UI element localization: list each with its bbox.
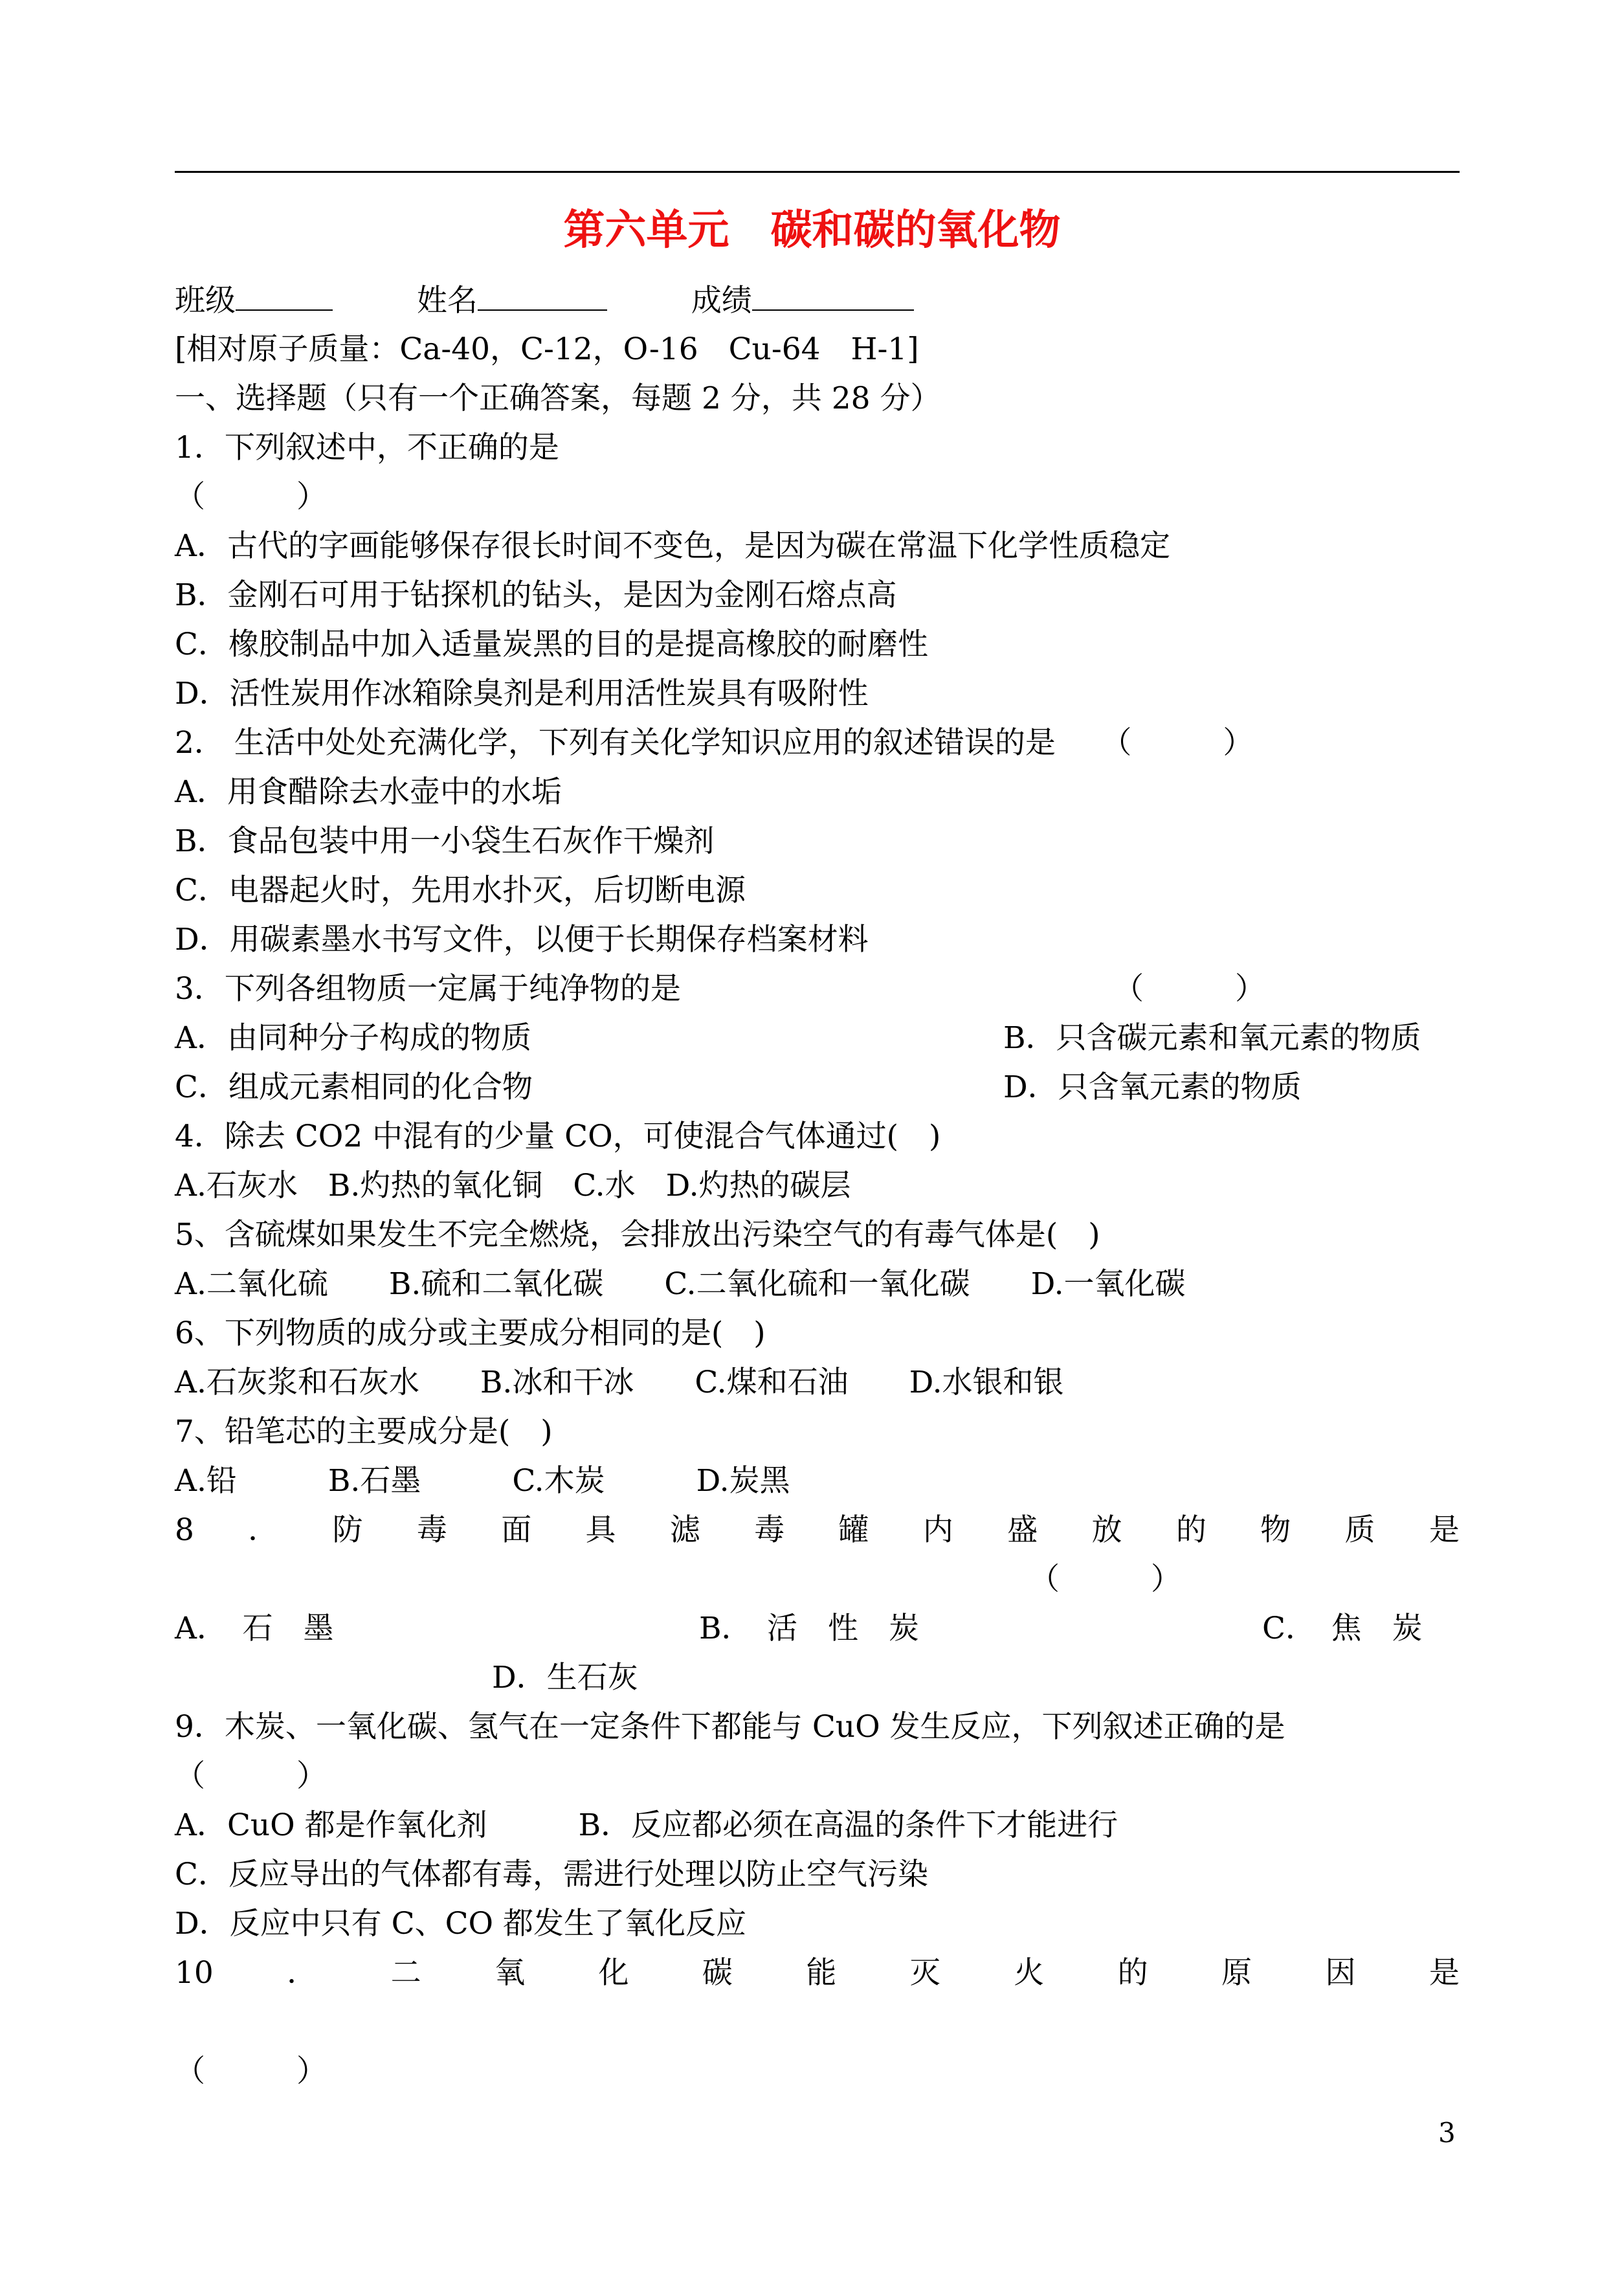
section-title: 一、选择题（只有一个正确答案，每题 2 分，共 28 分） (175, 381, 941, 416)
q3-option-c: C．组成元素相同的化合物 (175, 1069, 533, 1105)
q6-options: A.石灰浆和石灰水 B.冰和干冰 C.煤和石油 D.水银和银 (175, 1365, 1064, 1400)
q8-stem-char: 是 (1429, 1512, 1460, 1548)
q8-stem-char: 物 (1260, 1512, 1291, 1548)
score-label: 成绩 (691, 283, 752, 319)
q8-stem-char: ． (248, 1512, 279, 1548)
class-blank[interactable] (236, 280, 333, 311)
top-rule (175, 171, 1460, 173)
q10-answer-paren: （ ） (175, 2053, 327, 2089)
q10-stem-char: 能 (806, 1955, 837, 1991)
score-blank[interactable] (752, 280, 914, 311)
page-number: 3 (1438, 2117, 1456, 2149)
q3-option-b: B．只含碳元素和氧元素的物质 (1003, 1020, 1421, 1056)
atomic-masses: [相对原子质量：Ca-40，C-12，O-16 Cu-64 H-1] (175, 331, 919, 367)
q2-option-a: A．用食醋除去水壶中的水垢 (175, 774, 562, 810)
q8-stem-char: 面 (501, 1512, 532, 1548)
q2-option-b: B．食品包装中用一小袋生石灰作干燥剂 (175, 823, 715, 859)
q3-option-a: A．由同种分子构成的物质 (175, 1020, 531, 1056)
q10-stem-char: 10 (175, 1955, 214, 1991)
name-blank[interactable] (478, 280, 607, 311)
q4-options: A.石灰水 B.灼热的氧化铜 C.水 D.灼热的碳层 (175, 1168, 851, 1203)
q10-stem-char: 原 (1221, 1955, 1252, 1991)
q9-options-ab: A．CuO 都是作氧化剂 B．反应都必须在高温的条件下才能进行 (175, 1807, 1118, 1843)
q1-answer-paren: （ ） (175, 479, 327, 515)
q8-stem-char: 盛 (1007, 1512, 1038, 1548)
q1-option-b: B．金刚石可用于钻探机的钻头，是因为金刚石熔点高 (175, 577, 897, 613)
q8-option-b: B． 活 性 炭 (699, 1611, 920, 1646)
q8-stem-char: 具 (585, 1512, 616, 1548)
q8-stem-char: 8 (175, 1512, 194, 1548)
q10-stem-char: 碳 (702, 1955, 733, 1991)
q8-option-a: A． 石 墨 (175, 1611, 334, 1646)
q3-stem: 3．下列各组物质一定属于纯净物的是 (175, 971, 681, 1007)
q9-answer-paren: （ ） (175, 1758, 327, 1794)
q3-answer-paren: （ ） (1113, 971, 1265, 1007)
q8-stem-char: 放 (1091, 1512, 1122, 1548)
q8-stem (175, 1511, 1460, 1550)
q10-stem-char: 二 (390, 1955, 421, 1991)
q10-stem-char: ． (287, 1955, 318, 1991)
q8-stem-char: 毒 (416, 1512, 447, 1548)
q10-stem-char: 灭 (909, 1955, 940, 1991)
q5-stem: 5、含硫煤如果发生不完全燃烧，会排放出污染空气的有毒气体是( ) (175, 1217, 1100, 1253)
q10-stem-char: 化 (598, 1955, 629, 1991)
q8-stem-char: 毒 (754, 1512, 785, 1548)
q5-options: A.二氧化硫 B.硫和二氧化碳 C.二氧化硫和一氧化碳 D.一氧化碳 (175, 1266, 1186, 1302)
q1-option-c: C．橡胶制品中加入适量炭黑的目的是提高橡胶的耐磨性 (175, 627, 928, 662)
q1-option-a: A．古代的字画能够保存很长时间不变色，是因为碳在常温下化学性质稳定 (175, 528, 1170, 564)
q8-option-c: C． 焦 炭 (1262, 1611, 1423, 1646)
q8-answer-paren: （ ） (1029, 1561, 1181, 1597)
q7-options: A.铅 B.石墨 C.木炭 D.炭黑 (175, 1463, 790, 1499)
q1-stem: 1．下列叙述中，不正确的是 (175, 430, 559, 465)
q8-stem-char: 防 (332, 1512, 363, 1548)
q10-stem-char: 火 (1014, 1955, 1045, 1991)
q8-stem-char: 的 (1175, 1512, 1207, 1548)
q2-stem: 2． 生活中处处充满化学，下列有关化学知识应用的叙述错误的是 （ ） (175, 725, 1254, 761)
q8-stem-char: 滤 (669, 1512, 700, 1548)
q10-stem-char: 的 (1117, 1955, 1148, 1991)
class-label: 班级 (175, 283, 236, 319)
q9-option-c: C．反应导出的气体都有毒，需进行处理以防止空气污染 (175, 1857, 928, 1892)
q10-stem-char: 是 (1429, 1955, 1460, 1991)
q9-option-d: D．反应中只有 C、CO 都发生了氧化反应 (175, 1906, 747, 1941)
q3-option-d: D．只含氧元素的物质 (1003, 1069, 1302, 1105)
q8-stem-char: 内 (922, 1512, 953, 1548)
q2-option-d: D．用碳素墨水书写文件，以便于长期保存档案材料 (175, 922, 869, 957)
page-title: 第六单元 碳和碳的氧化物 (563, 206, 1061, 254)
q8-stem-char: 罐 (838, 1512, 869, 1548)
q7-stem: 7、铅笔芯的主要成分是( ) (175, 1414, 553, 1449)
q10-stem (175, 1954, 1460, 1993)
student-info-row (175, 280, 914, 320)
q8-option-d: D．生石灰 (492, 1660, 638, 1695)
q2-option-c: C．电器起火时，先用水扑灭，后切断电源 (175, 873, 746, 908)
name-label: 姓名 (416, 283, 478, 319)
q10-stem-char: 氧 (495, 1955, 526, 1991)
q6-stem: 6、下列物质的成分或主要成分相同的是( ) (175, 1315, 766, 1351)
q10-stem-char: 因 (1325, 1955, 1356, 1991)
q8-stem-char: 质 (1344, 1512, 1375, 1548)
q9-stem: 9．木炭、一氧化碳、氢气在一定条件下都能与 CuO 发生反应，下列叙述正确的是 (175, 1709, 1285, 1745)
q4-stem: 4．除去 CO2 中混有的少量 CO，可使混合气体通过( ) (175, 1119, 941, 1154)
q1-option-d: D．活性炭用作冰箱除臭剂是利用活性炭具有吸附性 (175, 676, 869, 711)
